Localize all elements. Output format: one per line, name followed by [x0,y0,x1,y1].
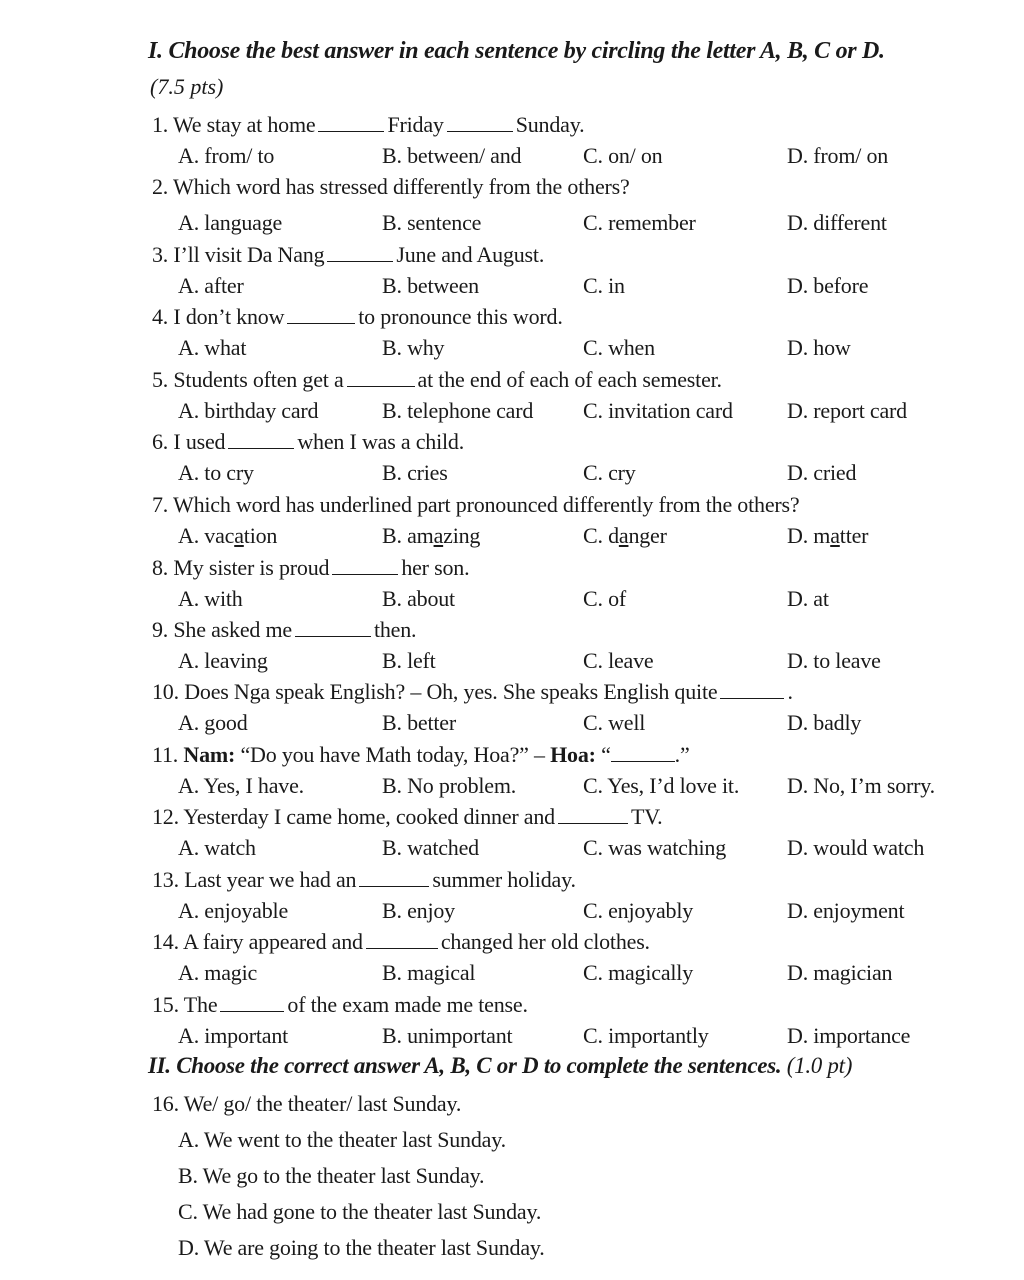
q3-option-b[interactable]: B. between [382,273,479,298]
q16-option-a[interactable]: A. We went to the theater last Sunday. [178,1127,506,1152]
q7-option-a[interactable]: A. vacation [178,523,278,548]
answer-blank[interactable] [220,994,284,1012]
section-2-title: II. Choose the correct answer A, B, C or D to complete the sentences. (1.0 pt) [148,1053,853,1078]
question-12: 12. Yesterday I came home, cooked dinner and TV. [152,804,663,829]
answer-blank[interactable] [287,306,355,324]
answer-blank[interactable] [359,869,429,887]
q8-option-b[interactable]: B. about [382,586,455,611]
q8-option-d[interactable]: D. at [787,586,829,611]
q13-option-b[interactable]: B. enjoy [382,898,455,923]
q7-option-d[interactable]: D. matter [787,523,869,548]
q1-option-a[interactable]: A. from/ to [178,143,275,168]
q2-option-d[interactable]: D. different [787,210,887,235]
q11-option-c[interactable]: C. Yes, I’d love it. [583,773,740,798]
q9-option-b[interactable]: B. left [382,648,436,673]
question-14: 14. A fairy appeared and changed her old clothes. [152,929,650,954]
q6-option-c[interactable]: C. cry [583,460,636,485]
q1-option-c[interactable]: C. on/ on [583,143,663,168]
q12-option-d[interactable]: D. would watch [787,835,925,860]
q5-option-b[interactable]: B. telephone card [382,398,534,423]
q4-option-b[interactable]: B. why [382,335,445,360]
question-5: 5. Students often get a at the end of each of each semester. [152,367,722,392]
answer-blank[interactable] [332,557,398,575]
q3-option-d[interactable]: D. before [787,273,869,298]
q14-option-c[interactable]: C. magically [583,960,694,985]
q15-option-a[interactable]: A. important [178,1023,289,1048]
q16-option-d[interactable]: D. We are going to the theater last Sunday. [178,1235,545,1260]
q14-option-d[interactable]: D. magician [787,960,893,985]
q2-option-b[interactable]: B. sentence [382,210,482,235]
answer-blank[interactable] [228,431,294,449]
q12-option-c[interactable]: C. was watching [583,835,727,860]
q4-option-d[interactable]: D. how [787,335,851,360]
q11-option-d[interactable]: D. No, I’m sorry. [787,773,935,798]
q9-option-a[interactable]: A. leaving [178,648,268,673]
question-9: 9. She asked me then. [152,617,417,642]
answer-blank[interactable] [447,114,513,132]
question-13: 13. Last year we had an summer holiday. [152,867,576,892]
question-8: 8. My sister is proud her son. [152,555,470,580]
q10-option-c[interactable]: C. well [583,710,646,735]
question-6: 6. I used when I was a child. [152,429,465,454]
q12-option-a[interactable]: A. watch [178,835,256,860]
q6-option-d[interactable]: D. cried [787,460,857,485]
answer-blank[interactable] [720,681,784,699]
q5-option-c[interactable]: C. invitation card [583,398,733,423]
q10-option-b[interactable]: B. better [382,710,456,735]
q15-option-c[interactable]: C. importantly [583,1023,709,1048]
q15-option-d[interactable]: D. importance [787,1023,911,1048]
q10-option-a[interactable]: A. good [178,710,248,735]
q5-option-a[interactable]: A. birthday card [178,398,319,423]
answer-blank[interactable] [347,369,415,387]
question-7: 7. Which word has underlined part pronounced differently from the others? [152,492,800,517]
q8-option-c[interactable]: C. of [583,586,627,611]
q1-option-b[interactable]: B. between/ and [382,143,522,168]
q2-option-a[interactable]: A. language [178,210,283,235]
q6-option-a[interactable]: A. to cry [178,460,254,485]
question-4: 4. I don’t know to pronounce this word. [152,304,563,329]
q14-option-a[interactable]: A. magic [178,960,258,985]
q9-option-c[interactable]: C. leave [583,648,654,673]
section-1-points: (7.5 pts) [150,74,224,99]
question-16: 16. We/ go/ the theater/ last Sunday. [152,1091,462,1116]
q16-option-b[interactable]: B. We go to the theater last Sunday. [178,1163,485,1188]
answer-blank[interactable] [295,619,371,637]
q4-option-c[interactable]: C. when [583,335,655,360]
q1-option-d[interactable]: D. from/ on [787,143,889,168]
q6-option-b[interactable]: B. cries [382,460,448,485]
q13-option-c[interactable]: C. enjoyably [583,898,694,923]
question-10: 10. Does Nga speak English? – Oh, yes. She speaks English quite . [152,679,793,704]
q7-option-c[interactable]: C. danger [583,523,667,548]
question-11: 11. Nam: “Do you have Math today, Hoa?” – Hoa: “ .” [152,742,690,767]
q4-option-a[interactable]: A. what [178,335,247,360]
q2-option-c[interactable]: C. remember [583,210,696,235]
answer-blank[interactable] [558,806,628,824]
q3-option-c[interactable]: C. in [583,273,625,298]
section-1-title: I. Choose the best answer in each sentence by circling the letter A, B, C or D. [148,38,885,64]
q15-option-b[interactable]: B. unimportant [382,1023,513,1048]
q13-option-d[interactable]: D. enjoyment [787,898,905,923]
q11-option-a[interactable]: A. Yes, I have. [178,773,304,798]
question-1: 1. We stay at home Friday Sunday. [152,112,585,137]
q13-option-a[interactable]: A. enjoyable [178,898,289,923]
q3-option-a[interactable]: A. after [178,273,244,298]
answer-blank[interactable] [611,744,675,762]
q14-option-b[interactable]: B. magical [382,960,476,985]
q7-option-b[interactable]: B. amazing [382,523,481,548]
question-3: 3. I’ll visit Da Nang June and August. [152,242,545,267]
q12-option-b[interactable]: B. watched [382,835,479,860]
q11-option-b[interactable]: B. No problem. [382,773,517,798]
answer-blank[interactable] [366,931,438,949]
q9-option-d[interactable]: D. to leave [787,648,881,673]
q8-option-a[interactable]: A. with [178,586,243,611]
question-2: 2. Which word has stressed differently from the others? [152,174,630,199]
answer-blank[interactable] [318,114,384,132]
answer-blank[interactable] [327,244,393,262]
question-15: 15. The of the exam made me tense. [152,992,528,1017]
q5-option-d[interactable]: D. report card [787,398,907,423]
q10-option-d[interactable]: D. badly [787,710,862,735]
q16-option-c[interactable]: C. We had gone to the theater last Sunday. [178,1199,542,1224]
